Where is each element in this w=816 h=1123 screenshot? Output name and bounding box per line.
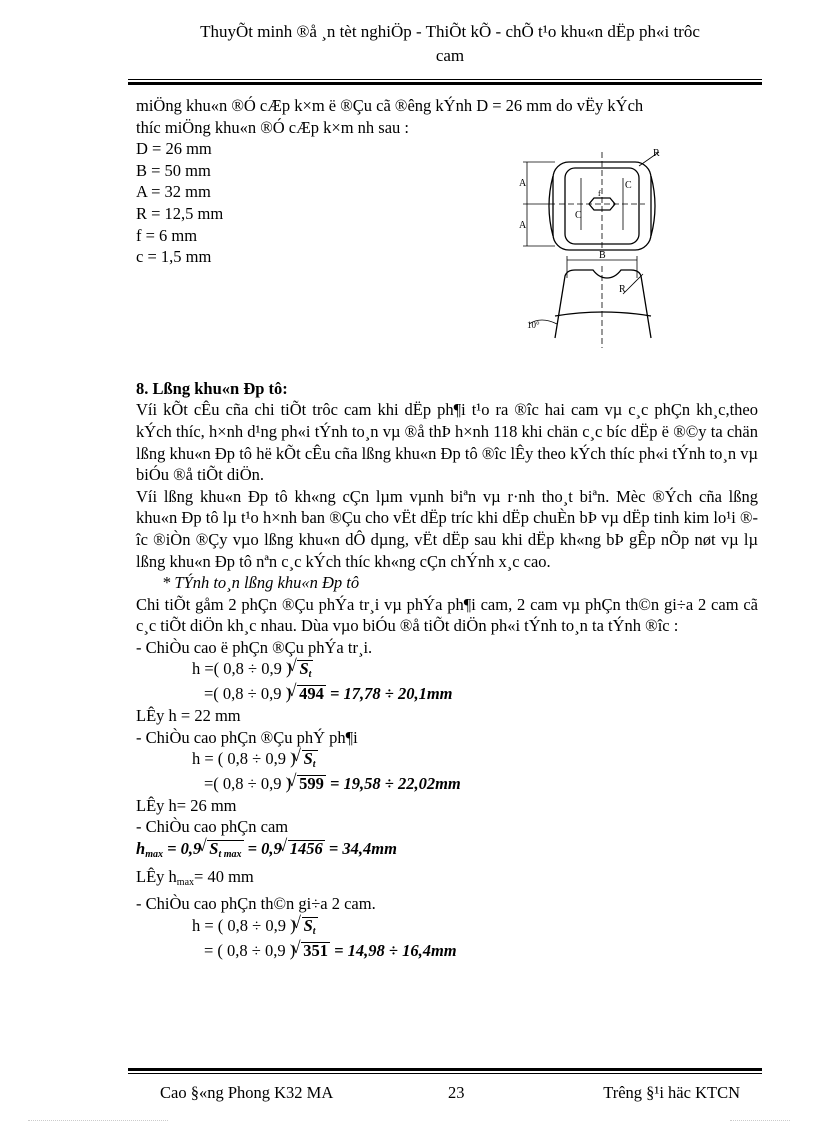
label-a-1: A [519,178,527,189]
param-item: c = 1,5 mm [136,247,212,267]
intro-line-2: thíc miÖng khu«n ®Ó cÆp k×m nh sau : [136,117,409,137]
label-a-2: A [519,220,527,231]
calc-title: - ChiÒu cao phÇn th©n gi÷a 2 cam. [136,894,376,914]
section-subtitle: * TÝnh to¸n lßng khu«n Ðp tô [162,573,360,593]
equation: =( 0,8 ÷ 0,9 )√ 599 = 19,58 ÷ 22,02mm [136,773,758,795]
section-paragraph: Víi kÕt cÊu cña chi tiÕt trôc cam khi dËp ph¶i t¹o ra ®îc hai cam vµ c¸c phÇn kh¸c,theo kÝch thíc, h×nh d¹ng ph«i tÝnh to¸n vµ ®å thÞ h×nh 118 khi chän c¸c bíc dËp ë ®©y ta chän lßng khu«n Ðp tô hë kÕt cÊu cña lßng khu«n Ðp tô ®îc lÊy theo kÝch thíc ph«i tÝnh to¸n vµ biÓu ®å tiÕt diÖn. [136,400,758,485]
side-parting-line [555,312,651,316]
page-header [130,20,770,68]
section-paragraph: Víi lßng khu«n Ðp tô kh«ng cÇn lµm vµnh biªn vµ r·nh tho¸t biªn. Mèc ®Ých cña lßng khu«n Ðp tô lµ t¹o h×nh ban ®Çu cho vËt dËp tríc khi dËp chuÈn bÞ vµ dËp tinh kim lo¹i ®îc ®iÒn ®Çy vµo lßng khu«n dÔ dµng, vËt dËp sau khi dËp kh«ng bÞ gÊp nÕp nøt vµ lµ lßng khu«n Ðp tô nªn c¸c kÝch thíc kh«ng cÇn chÝnh x¸c cao. [136,486,758,571]
label-f: f [598,189,601,198]
footer-author: Cao §«ng Phong K32 MA [160,1083,334,1102]
param-item: B = 50 mm [136,160,211,180]
header-rule-thick [128,82,762,85]
calc-result: LÊy h= 26 mm [136,795,237,815]
label-angle: 10° [527,320,540,330]
label-r-top: R [653,148,660,159]
page-number: 23 [448,1083,465,1102]
label-r-bottom: R [619,284,626,295]
equation: = ( 0,8 ÷ 0,9 )√ 351 = 14,98 ÷ 16,4mm [136,940,758,962]
calc-title: - ChiÒu cao phÇn cam [136,817,289,837]
side-radius-leader [623,274,643,294]
footer-institution: Trêng §¹i häc KTCN [603,1083,740,1102]
header-line-2: cam [435,46,465,65]
param-item: A = 32 mm [136,182,211,202]
param-item: f = 6 mm [136,225,198,245]
calc-result: LÊy $h_{max}= 40$ mm [136,866,254,888]
param-list [136,138,456,268]
die-cross-section-drawing [515,148,665,350]
calc-result: LÊy h = 22 mm [136,706,241,726]
header-line-1: ThuyÕt minh ®å ¸n tèt nghiÖp - ThiÕt kÕ - chÕ t¹o khu«n dËp ph«i trôc [200,22,700,41]
calc-title: - ChiÒu cao phÇn ®Çu phÝ ph¶i [136,727,358,747]
footer-rule-thick [128,1068,762,1071]
param-item: R = 12,5 mm [136,203,224,223]
param-item: D = 26 mm [136,139,212,159]
section-title: 8. Lßng khu«n Ðp tô: [136,378,288,398]
equation: h = ( 0,8 ÷ 0,9 )√ $S_t$ [136,748,758,773]
label-c-2: C [625,180,632,191]
calc-title: - ChiÒu cao ë phÇn ®Çu phÝa tr¸i. [136,637,373,657]
equation: h =( 0,8 ÷ 0,9 )√ $S_t$ [136,658,758,683]
bottom-dotted-left [28,1120,168,1122]
section-paragraph: Chi tiÕt gåm 2 phÇn ®Çu phÝa tr¸i vµ phÝa ph¶i cam, 2 cam vµ phÇn th©n gi÷a 2 cam cã c¸c tiÕt diÖn kh¸c nhau. Dùa vµo biÓu ®å tiÕt diÖn ph«i tÝnh to¸n ta tÝnh ®îc : [136,594,758,636]
equation: =( 0,8 ÷ 0,9 )√ 494 = 17,78 ÷ 20,1mm [136,683,758,705]
equation: $h_{max} = 0,9√$ $S_{t max} = 0,9√$ 1456 = 34,4mm [136,838,758,866]
bottom-dotted-right [730,1120,790,1122]
footer-rule-thin [128,1073,762,1074]
header-rule-thin [128,79,762,80]
label-c-1: C [575,210,582,221]
equation: h = ( 0,8 ÷ 0,9 )√ $S_t$ [136,915,758,940]
intro-line-1: miÖng khu«n ®Ó cÆp k×m ë ®Çu cã ®êng kÝnh D = 26 mm do vËy kÝch [136,96,644,115]
label-b: B [599,250,606,261]
